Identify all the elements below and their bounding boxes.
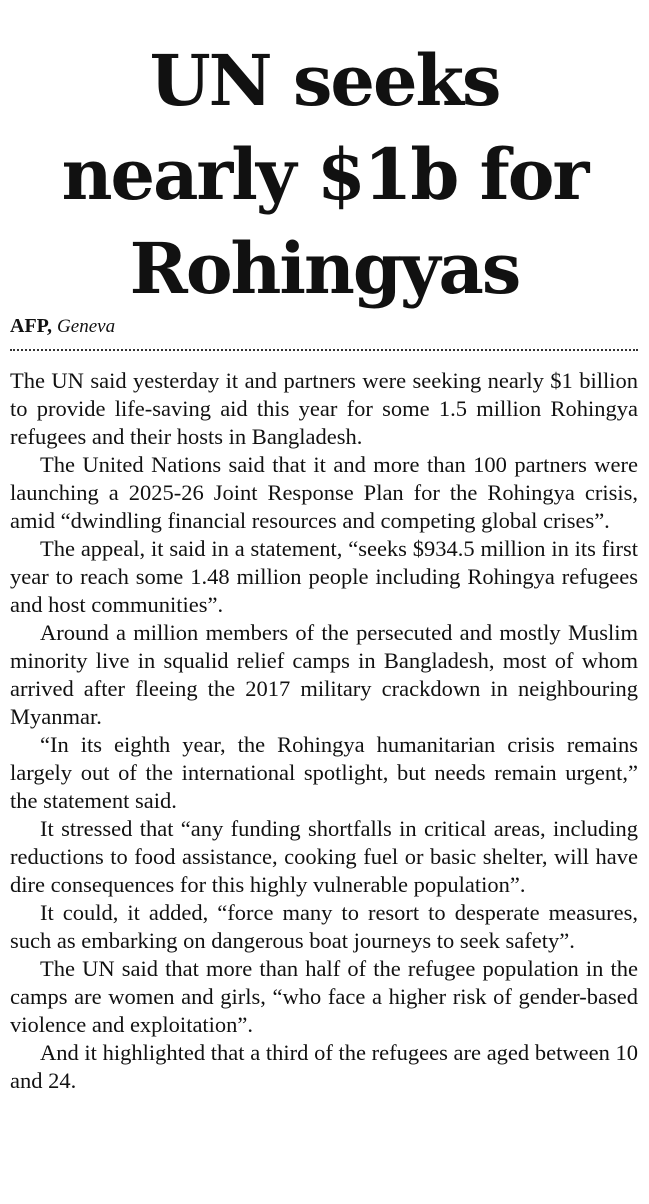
headline-line: UN seeks: [149, 39, 500, 122]
article-paragraph: It could, it added, “force many to resort to desperate measures, such as embarking on dangerous boat journeys to seek safety”.: [10, 900, 638, 953]
article-paragraph: Around a million members of the persecuted and mostly Muslim minority live in squalid relief camps in Bangladesh, most of whom arrived after fleeing the 2017 military crackdown in neighbouring Myanmar.: [10, 620, 638, 729]
dotted-divider: [10, 349, 638, 351]
byline-dateline: Geneva: [57, 316, 116, 337]
article-paragraph: The United Nations said that it and more than 100 partners were launching a 2025-26 Joint Response Plan for the Rohingya crisis, amid “dwindling financial resources and competing global crises”.: [10, 452, 638, 533]
article-paragraph: “In its eighth year, the Rohingya humanitarian crisis remains largely out of the international spotlight, but needs remain urgent,” the statement said.: [10, 732, 638, 813]
article-body: [10, 367, 638, 1095]
byline: [10, 312, 115, 341]
headline-line: Rohingyas: [129, 227, 520, 310]
article-paragraph: The UN said yesterday it and partners were seeking nearly $1 billion to provide life-saving aid this year for some 1.5 million Rohingya refugees and their hosts in Bangladesh.: [10, 368, 638, 449]
byline-agency: AFP,: [10, 315, 53, 337]
article-paragraph: The UN said that more than half of the refugee population in the camps are women and girls, “who face a higher risk of gender-based violence and exploitation”.: [10, 956, 638, 1037]
article-paragraph: And it highlighted that a third of the refugees are aged between 10 and 24.: [10, 1040, 638, 1093]
headline-line: nearly $1b for: [61, 133, 588, 216]
article-paragraph: It stressed that “any funding shortfalls in critical areas, including reductions to food assistance, cooking fuel or basic shelter, will have dire consequences for this highly vulnerable population”.: [10, 816, 638, 897]
article-paragraph: The appeal, it said in a statement, “seeks $934.5 million in its first year to reach some 1.48 million people including Rohingya refugees and host communities”.: [10, 536, 638, 617]
headline: [0, 34, 649, 316]
